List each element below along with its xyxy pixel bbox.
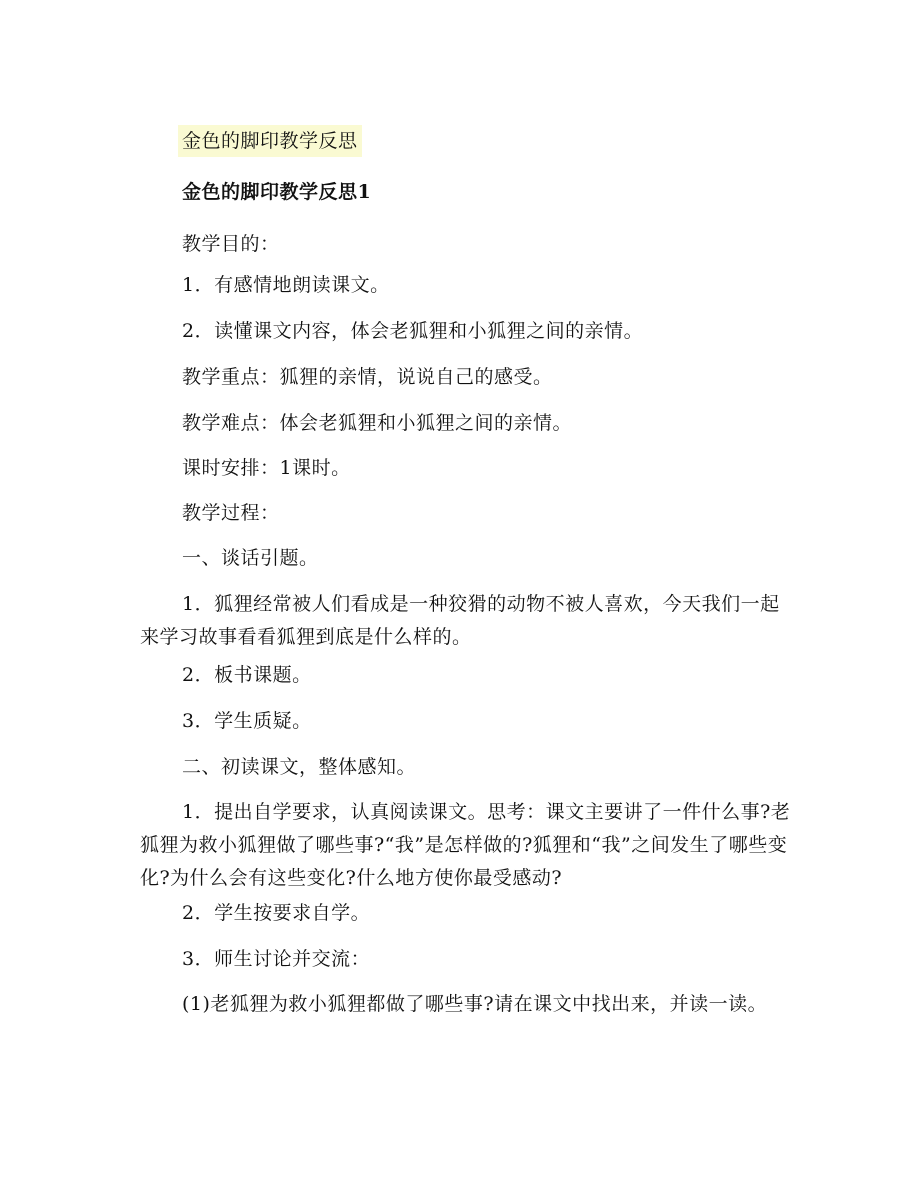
paragraph-part-one-1: 1．狐狸经常被人们看成是一种狡猾的动物不被人喜欢，今天我们一起来学习故事看看狐狸到底是什么样的。: [140, 593, 780, 648]
paragraph-part-two-1: 1．提出自学要求，认真阅读课文。思考：课文主要讲了一件什么事?老狐狸为救小狐狸做了哪些事?“我”是怎样做的?狐狸和“我”之间发生了哪些变化?为什么会有这些变化?什么地方使你最受感动?: [140, 801, 791, 889]
paragraph-process: 教学过程：: [182, 502, 280, 524]
paragraph-part-two-3-1: (1)老狐狸为救小狐狸都做了哪些事?请在课文中找出来，并读一读。: [182, 993, 768, 1015]
paragraph-part-two-3: 3．师生讨论并交流：: [182, 948, 371, 970]
paragraph-goal-1: 1．有感情地朗读课文。: [182, 274, 390, 296]
document-title: 金色的脚印教学反思: [178, 125, 362, 157]
paragraph-part-one-3: 3．学生质疑。: [182, 710, 312, 732]
section-title: 金色的脚印教学反思1: [182, 181, 372, 203]
paragraph-part-two-2: 2．学生按要求自学。: [182, 902, 371, 924]
paragraph-difficult-point: 教学难点：体会老狐狸和小狐狸之间的亲情。: [182, 412, 573, 434]
paragraph-key-point: 教学重点：狐狸的亲情，说说自己的感受。: [182, 366, 553, 388]
paragraph-part-two: 二、初读课文，整体感知。: [182, 756, 417, 778]
paragraph-goal-2: 2．读懂课文内容，体会老狐狸和小狐狸之间的亲情。: [182, 320, 644, 342]
paragraph-part-one-2: 2．板书课题。: [182, 664, 312, 686]
paragraph-class-hours: 课时安排：1课时。: [182, 457, 351, 479]
paragraph-teaching-goal: 教学目的：: [182, 233, 280, 255]
paragraph-part-one: 一、谈话引题。: [182, 547, 319, 569]
